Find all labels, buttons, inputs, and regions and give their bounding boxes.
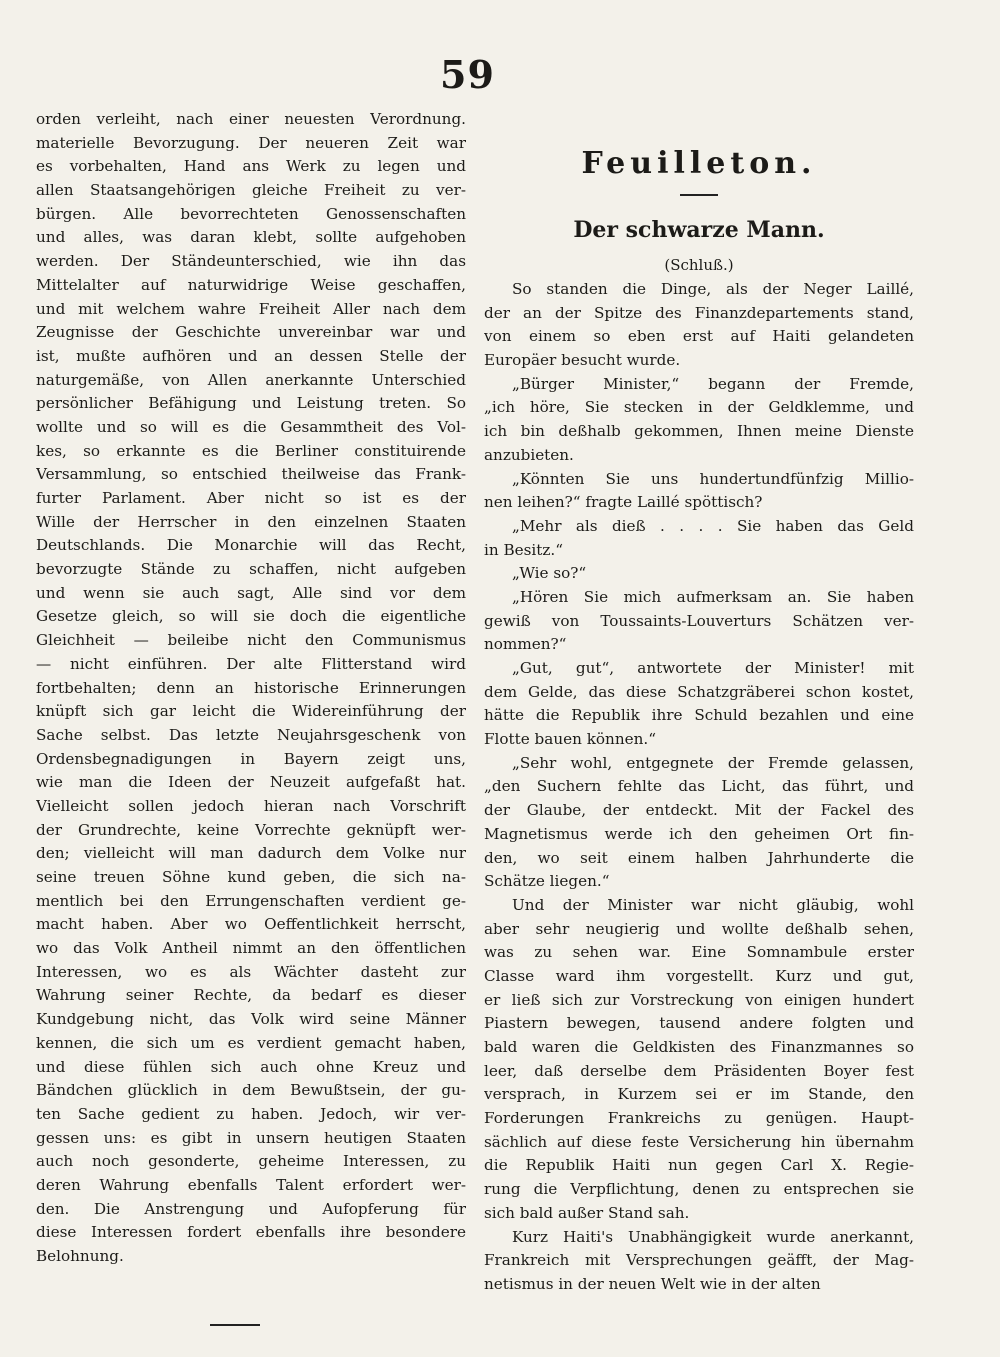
text-line: nen leihen?“ fragte Laillé spöttisch? <box>484 493 763 512</box>
text-line: ich bin deßhalb gekommen, Ihnen meine Dienste <box>484 422 914 441</box>
left-column <box>36 108 466 1269</box>
text-line: Deutschlands. Die Monarchie will das Recht, <box>36 536 466 555</box>
text-line: Wahrung seiner Rechte, da bedarf es dieser <box>36 986 466 1005</box>
text-line: — nicht einführen. Der alte Flitterstand wird <box>36 654 466 673</box>
text-line: auch noch gesonderte, geheime Interessen, zu <box>36 1152 466 1171</box>
text-line: naturgemäße, von Allen anerkannte Unterschied <box>36 370 466 389</box>
text-line: mentlich bei den Errungenschaften verdient ge- <box>36 891 466 910</box>
text-line: „ich höre, Sie stecken in der Geldklemme, und <box>484 398 914 417</box>
text-line: „Mehr als dieß . . . . Sie haben das Geld <box>512 516 914 535</box>
text-line: es vorbehalten, Hand ans Werk zu legen und <box>36 157 466 176</box>
text-line: nommen?“ <box>484 635 567 654</box>
text-line: gessen uns: es gibt in unsern heutigen Staaten <box>36 1128 466 1147</box>
text-line: Belohnung. <box>36 1247 124 1265</box>
text-line: den, wo seit einem halben Jahrhunderte die <box>484 848 914 867</box>
text-line: diese Interessen fordert ebenfalls ihre besondere <box>36 1223 466 1242</box>
text-line: seine treuen Söhne kund geben, die sich na- <box>36 868 466 886</box>
text-line: Gleichheit — beileibe nicht den Communismus <box>36 631 466 650</box>
section-title: Feuilleton. <box>581 146 817 181</box>
text-line: was zu sehen war. Eine Somnambule erster <box>484 943 914 962</box>
text-line: sächlich auf diese feste Versicherung hin übernahm <box>484 1132 914 1151</box>
text-line: bürgen. Alle bevorrechteten Genossenschaften <box>36 204 466 223</box>
text-line: Zeugnisse der Geschichte unvereinbar war und <box>36 323 466 342</box>
text-line: und mit welchem wahre Freiheit Aller nach dem <box>36 299 466 318</box>
story-title: Der schwarze Mann. <box>573 217 825 243</box>
text-line: hätte die Republik ihre Schuld bezahlen und eine <box>484 706 914 725</box>
text-line: rung die Verpflichtung, denen zu entsprechen sie <box>484 1180 914 1199</box>
story-subtitle: (Schluß.) <box>664 256 734 274</box>
text-line: Interessen, wo es als Wächter dasteht zur <box>36 962 466 981</box>
text-line: der an der Spitze des Finanzdepartements stand, <box>484 303 914 322</box>
text-line: Frankreich mit Versprechungen geäfft, der Mag- <box>484 1251 914 1270</box>
text-line: Versammlung, so entschied theilweise das Frank- <box>36 465 466 484</box>
text-line: gewiß von Toussaints-Louverturs Schätzen ver- <box>484 611 914 630</box>
text-line: fortbehalten; denn an historische Erinnerungen <box>36 678 466 697</box>
right-column <box>484 112 914 1297</box>
text-line: bevorzugte Stände zu schaffen, nicht aufgeben <box>36 560 466 579</box>
text-line: dem Gelde, das diese Schatzgräberei schon kostet, <box>484 682 914 701</box>
text-line: Bändchen glücklich in dem Bewußtsein, der gu- <box>36 1081 466 1100</box>
text-line: sich bald außer Stand sah. <box>484 1203 690 1222</box>
text-line: leer, daß derselbe dem Präsidenten Boyer fest <box>484 1061 914 1080</box>
text-line: kennen, die sich um es verdient gemacht haben, <box>36 1033 466 1052</box>
text-line: „Hören Sie mich aufmerksam an. Sie haben <box>512 587 914 606</box>
text-line: Kurz Haiti's Unabhängigkeit wurde anerkannt, <box>512 1227 914 1246</box>
text-line: Wille der Herrscher in den einzelnen Staaten <box>36 512 466 531</box>
text-line: Magnetismus werde ich den geheimen Ort fin- <box>484 824 914 843</box>
text-line: „Könnten Sie uns hundertundfünfzig Millio- <box>512 469 914 488</box>
text-line: furter Parlament. Aber nicht so ist es der <box>36 489 466 507</box>
text-line: die Republik Haiti nun gegen Carl X. Regie- <box>484 1156 914 1175</box>
text-line: Mittelalter auf naturwidrige Weise geschaffen, <box>36 275 466 294</box>
text-line: wo das Volk Antheil nimmt an den öffentlichen <box>36 939 466 958</box>
text-line: versprach, in Kurzem sei er im Stande, den <box>484 1085 914 1104</box>
text-line: Forderungen Frankreichs zu genügen. Haupt- <box>484 1109 914 1128</box>
text-line: Vielleicht sollen jedoch hieran nach Vorschrift <box>36 796 466 815</box>
text-line: Piastern bewegen, tausend andere folgten und <box>484 1014 914 1033</box>
text-line: den. Die Anstrengung und Aufopferung für <box>36 1199 466 1218</box>
text-line: So standen die Dinge, als der Neger Laillé, <box>512 280 914 298</box>
text-line: Flotte bauen können.“ <box>484 730 656 749</box>
text-line: aber sehr neugierig und wollte deßhalb sehen, <box>484 919 914 938</box>
text-line: anzubieten. <box>484 445 574 464</box>
page-number: 59 <box>440 52 495 97</box>
text-line: Kundgebung nicht, das Volk wird seine Männer <box>36 1010 466 1029</box>
text-line: und alles, was daran klebt, sollte aufgehoben <box>36 228 466 247</box>
text-line: „Wie so?“ <box>512 564 587 583</box>
text-line: den; vielleicht will man dadurch dem Volke nur <box>36 844 466 863</box>
text-line: Classe ward ihm vorgestellt. Kurz und gut, <box>484 966 914 985</box>
text-line: und diese fühlen sich auch ohne Kreuz und <box>36 1057 466 1076</box>
title-rule <box>680 194 718 196</box>
text-line: und wenn sie auch sagt, Alle sind vor dem <box>36 583 466 602</box>
text-line: bald waren die Geldkisten des Finanzmannes so <box>484 1038 914 1056</box>
text-line: von einem so eben erst auf Haiti gelandeten <box>484 327 914 346</box>
text-line: persönlicher Befähigung und Leistung treten. So <box>36 394 466 413</box>
text-line: „Sehr wohl, entgegnete der Fremde gelassen, <box>512 753 914 772</box>
text-line: Und der Minister war nicht gläubig, wohl <box>512 895 914 914</box>
text-line: er ließ sich zur Vorstreckung von einigen hundert <box>484 990 914 1009</box>
text-line: Sache selbst. Das letzte Neujahrsgeschenk von <box>36 725 466 744</box>
story-body <box>484 278 914 1297</box>
text-line: „Gut, gut“, antwortete der Minister! mit <box>512 659 914 677</box>
text-line: knüpft sich gar leicht die Widereinführung der <box>36 702 466 721</box>
text-line: orden verleiht, nach einer neuesten Verordnung. <box>36 110 466 128</box>
text-line: „den Suchern fehlte das Licht, das führt, und <box>484 777 914 796</box>
text-line: Ordensbegnadigungen in Bayern zeigt uns, <box>36 749 466 768</box>
text-line: in Besitz.“ <box>484 540 563 559</box>
text-line: ten Sache gedient zu haben. Jedoch, wir ver- <box>36 1104 466 1123</box>
text-line: werden. Der Ständeunterschied, wie ihn das <box>36 252 466 271</box>
text-line: macht haben. Aber wo Oeffentlichkeit herrscht, <box>36 915 466 934</box>
text-line: Europäer besucht wurde. <box>484 351 681 370</box>
text-line: kes, so erkannte es die Berliner constituirende <box>36 441 466 460</box>
text-line: allen Staatsangehörigen gleiche Freiheit zu ver- <box>36 181 466 200</box>
text-line: wie man die Ideen der Neuzeit aufgefaßt hat. <box>36 773 466 792</box>
text-line: Schätze liegen.“ <box>484 872 610 891</box>
text-line: Gesetze gleich, so will sie doch die eigentliche <box>36 607 466 626</box>
text-line: netismus in der neuen Welt wie in der alten <box>484 1274 821 1293</box>
text-line: ist, mußte aufhören und an dessen Stelle der <box>36 346 466 365</box>
text-line: der Glaube, der entdeckt. Mit der Fackel des <box>484 801 914 820</box>
text-line: wollte und so will es die Gesammtheit des Vol- <box>36 417 466 436</box>
text-line: der Grundrechte, keine Vorrechte geknüpft wer- <box>36 820 466 839</box>
text-line: materielle Bevorzugung. Der neueren Zeit war <box>36 133 466 152</box>
column-end-rule <box>210 1324 260 1326</box>
text-line: deren Wahrung ebenfalls Talent erfordert wer- <box>36 1175 466 1194</box>
text-line: „Bürger Minister,“ begann der Fremde, <box>512 374 914 393</box>
